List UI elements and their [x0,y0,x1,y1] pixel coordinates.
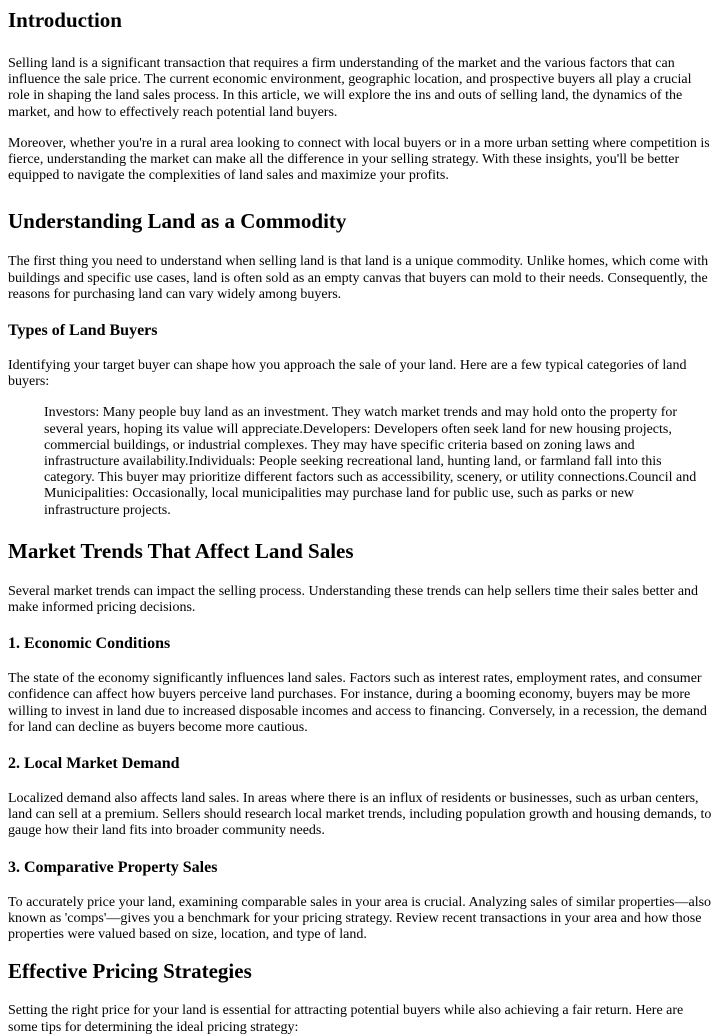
heading-market-trends: Market Trends That Affect Land Sales [8,538,354,563]
heading-comparative-sales: 3. Comparative Property Sales [8,858,218,876]
intro-paragraph-2: Moreover, whether you're in a rural area looking to connect with local buyers or in a more urban setting where competition is fierce, understanding the market can make all the difference in your selling strategy. With these insights, you'll be better equipped to navigate the complexities of land sales and maximize your profits. [8,135,710,184]
heading-economic-conditions: 1. Economic Conditions [8,635,171,653]
commodity-paragraph: The first thing you need to understand when selling land is that land is a unique commodity. Unlike homes, which come with buildings and specific use cases, land is often sold as an empty canvas that buyers can mold to their needs. Consequently, the reasons for purchasing land can vary widely among buyers. [8,254,709,302]
pricing-paragraph: Setting the right price for your land is essential for attracting potential buyers while also achieving a fair return. Here are some tips for determining the ideal pricing strategy: [8,1003,684,1035]
heading-pricing-strategies: Effective Pricing Strategies [8,959,252,984]
buyer-types-quote: Investors: Many people buy land as an investment. They watch market trends and may hold onto the property for several years, hoping its value will appreciate.Developers: Developers often seek land for new housing projects, commercial buildings, or industrial complexes. They may have specific criteria based on zoning laws and infrastructure availability.Individuals: People seeking recreational land, hunting land, or farmland fall into this category. This buyer may prioritize different factors such as accessibility, scenery, or utility connections.Council and Municipalities: Occasionally, local municipalities may purchase land for public use, such as parks or new infrastructure projects. [44,405,697,518]
trends-paragraph: Several market trends can impact the selling process. Understanding these trends can help sellers time their sales better and make informed pricing decisions. [8,583,699,616]
heading-introduction: Introduction [8,8,122,32]
intro-paragraph-1: Selling land is a significant transaction that requires a firm understanding of the market and the various factors that can influence the sale price. The current economic environment, geographic location, and prospective buyers all play a crucial role in shaping the land sales process. In this article, we will explore the ins and outs of selling land, the dynamics of the market, and how to effectively reach potential land buyers. [8,56,692,120]
local-demand-paragraph: Localized demand also affects land sales. In areas where there is an influx of residents or businesses, such as urban centers, land can sell at a premium. Sellers should research local market trends, including population growth and housing demands, to gauge how their land fits into broader community needs. [8,791,712,839]
economic-paragraph: The state of the economy significantly influences land sales. Factors such as interest rates, employment rates, and consumer confidence can affect how buyers perceive land purchases. For instance, during a booming economy, buyers may be more willing to invest in land due to increased disposable incomes and access to financing. Conversely, in a recession, the demand for land can decline as buyers become more cautious. [8,671,707,735]
heading-local-market-demand: 2. Local Market Demand [8,755,180,773]
buyers-paragraph: Identifying your target buyer can shape how you approach the sale of your land. Here are a few typical categories of land buyers: [8,358,687,390]
heading-understanding-land: Understanding Land as a Commodity [8,209,347,234]
heading-types-of-buyers: Types of Land Buyers [8,322,158,340]
comparative-paragraph: To accurately price your land, examining comparable sales in your area is crucial. Analyzing sales of similar properties—also known as 'comps'—gives you a benchmark for your pricing strategy. Review recent transactions in your area and how those properties were valued based on size, location, and type of land. [8,894,712,943]
article [0,8,720,1036]
